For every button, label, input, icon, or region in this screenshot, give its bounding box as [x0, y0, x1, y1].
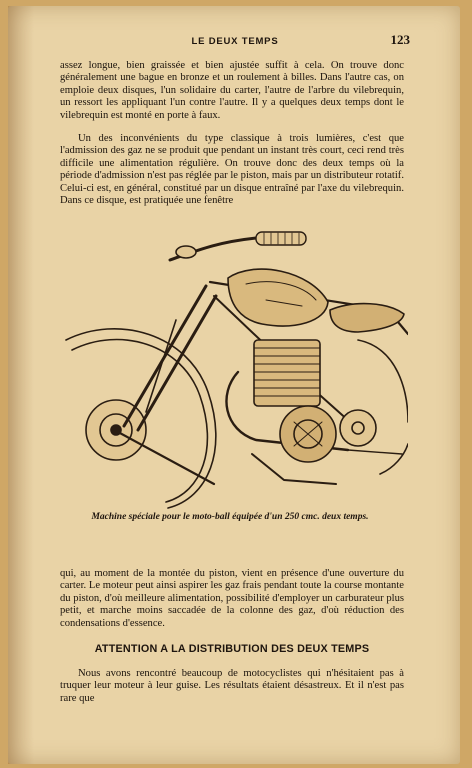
paragraph-3: qui, au moment de la montée du piston, vient en présence d'une ouverture du carter. Le moteur peut ainsi aspirer les gaz frais pendant toute la course montante du piston, d'où meilleure alimentation, possibilité d'employer un carburateur plus petit, et marche moins saccadée de la colonne des gaz, d'où réduction des condensations d'essence.: [60, 568, 404, 629]
page-header: [60, 32, 410, 52]
engine-cylinder: [254, 340, 320, 406]
motorcycle-illustration: [58, 222, 408, 510]
paragraph-2: Un des inconvénients du type classique à trois lumières, c'est que l'admission des gaz ne se produit que pendant un instant très court, ceci rend très difficile une alimentation régulière. On trouve donc des deux temps où la période d'admission n'est pas réglée par le piston, mais par un distributeur rotatif. Celui-ci est, en général, constitué par un disque entraîné par l'axe du vilebrequin. Dans ce disque, est pratiquée une fenêtre: [60, 133, 404, 207]
handlebar-grip: [256, 232, 306, 245]
paragraph-1: assez longue, bien graissée et bien ajustée suffit à cela. On trouve donc généralement une bague en bronze et un roulement à billes. Dans l'autre cas, on emploie deux disques, l'un solidaire du carter, l'autre de l'arbre du vilebrequin, un ressort les appliquant l'un contre l'autre. Il y a quelques deux temps dont le vilebrequin est monté en porte à faux.: [60, 60, 404, 121]
saddle: [330, 304, 404, 332]
page-gutter-shadow: [8, 6, 34, 764]
paragraph-4: Nous avons rencontré beaucoup de motocyclistes qui n'hésitaient pas à truquer leur moteur à leur guise. Les résultats étaient désastreux. Et il n'est pas rare que: [60, 668, 404, 704]
running-title: LE DEUX TEMPS: [191, 36, 279, 47]
rear-hub: [340, 410, 376, 446]
headlamp: [176, 246, 196, 258]
page-number: 123: [390, 32, 410, 47]
section-title: ATTENTION A LA DISTRIBUTION DES DEUX TEMPS: [94, 643, 370, 655]
figure-caption: Machine spéciale pour le moto-ball équipée d'un 250 cmc. deux temps.: [91, 512, 369, 522]
